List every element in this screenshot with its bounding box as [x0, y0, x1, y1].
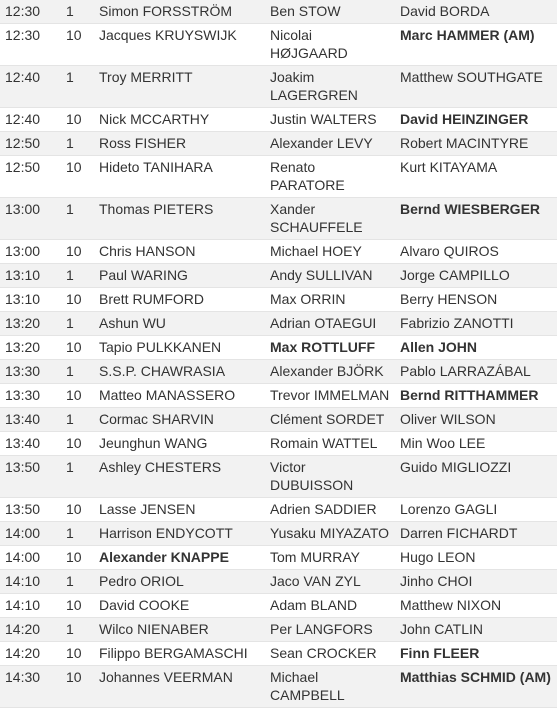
- tee-time-cell: 14:00: [0, 546, 61, 570]
- tee-number-cell: 1: [61, 264, 94, 288]
- table-row: [0, 666, 557, 708]
- tee-time-cell: 13:10: [0, 288, 61, 312]
- player-2-cell: Per LANGFORS: [265, 618, 395, 642]
- table-row: [0, 132, 557, 156]
- player-1-cell: Nick MCCARTHY: [94, 108, 265, 132]
- player-1-cell: Cormac SHARVIN: [94, 408, 265, 432]
- tee-time-cell: 13:50: [0, 456, 61, 498]
- tee-number-cell: 10: [61, 288, 94, 312]
- tee-number-cell: 10: [61, 336, 94, 360]
- tee-number-cell: 10: [61, 384, 94, 408]
- player-3-cell: Jorge CAMPILLO: [395, 264, 557, 288]
- tee-time-cell: 13:20: [0, 336, 61, 360]
- player-2-cell: Adrian OTAEGUI: [265, 312, 395, 336]
- player-3-cell: Lorenzo GAGLI: [395, 498, 557, 522]
- player-3-cell: Darren FICHARDT: [395, 522, 557, 546]
- tee-time-cell: 13:40: [0, 432, 61, 456]
- table-row: [0, 66, 557, 108]
- tee-time-cell: 14:10: [0, 594, 61, 618]
- player-1-cell: Lasse JENSEN: [94, 498, 265, 522]
- table-row: [0, 336, 557, 360]
- tee-number-cell: 1: [61, 198, 94, 240]
- tee-time-cell: 12:30: [0, 24, 61, 66]
- player-3-cell: John CATLIN: [395, 618, 557, 642]
- player-1-cell: Ashley CHESTERS: [94, 456, 265, 498]
- player-1-cell: Paul WARING: [94, 264, 265, 288]
- tee-number-cell: 1: [61, 0, 94, 24]
- tee-number-cell: 1: [61, 456, 94, 498]
- table-row: [0, 288, 557, 312]
- tee-number-cell: 1: [61, 522, 94, 546]
- player-2-cell: Joakim LAGERGREN: [265, 66, 395, 108]
- player-1-cell: Johannes VEERMAN: [94, 666, 265, 708]
- player-3-cell: Hugo LEON: [395, 546, 557, 570]
- tee-number-cell: 10: [61, 642, 94, 666]
- player-1-cell: Wilco NIENABER: [94, 618, 265, 642]
- player-1-cell: Brett RUMFORD: [94, 288, 265, 312]
- tee-time-cell: 13:20: [0, 312, 61, 336]
- player-1-cell: Alexander KNAPPE: [94, 546, 265, 570]
- player-2-cell: Alexander BJÖRK: [265, 360, 395, 384]
- tee-number-cell: 10: [61, 498, 94, 522]
- table-row: [0, 198, 557, 240]
- player-1-cell: Tapio PULKKANEN: [94, 336, 265, 360]
- player-2-cell: Victor DUBUISSON: [265, 456, 395, 498]
- player-2-cell: Andy SULLIVAN: [265, 264, 395, 288]
- player-2-cell: Alexander LEVY: [265, 132, 395, 156]
- table-row: [0, 546, 557, 570]
- table-row: [0, 498, 557, 522]
- player-1-cell: Matteo MANASSERO: [94, 384, 265, 408]
- player-1-cell: Jeunghun WANG: [94, 432, 265, 456]
- table-row: [0, 264, 557, 288]
- tee-number-cell: 1: [61, 570, 94, 594]
- tee-number-cell: 1: [61, 132, 94, 156]
- tee-time-cell: 12:40: [0, 66, 61, 108]
- table-row: [0, 594, 557, 618]
- tee-time-cell: 13:40: [0, 408, 61, 432]
- tee-time-cell: 14:00: [0, 522, 61, 546]
- tee-number-cell: 1: [61, 312, 94, 336]
- player-2-cell: Ben STOW: [265, 0, 395, 24]
- tee-time-cell: 12:50: [0, 156, 61, 198]
- player-3-cell: Jinho CHOI: [395, 570, 557, 594]
- player-1-cell: Simon FORSSTRÖM: [94, 0, 265, 24]
- player-2-cell: Adam BLAND: [265, 594, 395, 618]
- player-1-cell: Jacques KRUYSWIJK: [94, 24, 265, 66]
- player-3-cell: Fabrizio ZANOTTI: [395, 312, 557, 336]
- table-row: [0, 0, 557, 24]
- player-2-cell: Nicolai HØJGAARD: [265, 24, 395, 66]
- table-row: [0, 618, 557, 642]
- player-3-cell: Guido MIGLIOZZI: [395, 456, 557, 498]
- player-2-cell: Romain WATTEL: [265, 432, 395, 456]
- player-1-cell: S.S.P. CHAWRASIA: [94, 360, 265, 384]
- player-3-cell: Robert MACINTYRE: [395, 132, 557, 156]
- player-1-cell: Pedro ORIOL: [94, 570, 265, 594]
- tee-number-cell: 1: [61, 618, 94, 642]
- tee-number-cell: 1: [61, 66, 94, 108]
- tee-time-cell: 14:30: [0, 666, 61, 708]
- table-row: [0, 570, 557, 594]
- player-3-cell: Berry HENSON: [395, 288, 557, 312]
- player-1-cell: Ashun WU: [94, 312, 265, 336]
- tee-time-cell: 13:00: [0, 240, 61, 264]
- player-2-cell: Michael HOEY: [265, 240, 395, 264]
- tee-time-cell: 13:50: [0, 498, 61, 522]
- tee-time-cell: 13:30: [0, 384, 61, 408]
- table-row: [0, 312, 557, 336]
- player-2-cell: Yusaku MIYAZATO: [265, 522, 395, 546]
- player-1-cell: Thomas PIETERS: [94, 198, 265, 240]
- player-3-cell: Finn FLEER: [395, 642, 557, 666]
- player-2-cell: Sean CROCKER: [265, 642, 395, 666]
- tee-time-cell: 14:10: [0, 570, 61, 594]
- player-3-cell: Matthias SCHMID (AM): [395, 666, 557, 708]
- table-row: [0, 24, 557, 66]
- player-2-cell: Max ORRIN: [265, 288, 395, 312]
- tee-number-cell: 1: [61, 360, 94, 384]
- player-2-cell: Adrien SADDIER: [265, 498, 395, 522]
- player-3-cell: Oliver WILSON: [395, 408, 557, 432]
- tee-number-cell: 10: [61, 108, 94, 132]
- table-row: [0, 642, 557, 666]
- table-row: [0, 108, 557, 132]
- player-1-cell: David COOKE: [94, 594, 265, 618]
- tee-time-cell: 12:40: [0, 108, 61, 132]
- player-3-cell: Bernd WIESBERGER: [395, 198, 557, 240]
- player-1-cell: Troy MERRITT: [94, 66, 265, 108]
- player-2-cell: Clément SORDET: [265, 408, 395, 432]
- tee-number-cell: 1: [61, 408, 94, 432]
- player-3-cell: Min Woo LEE: [395, 432, 557, 456]
- tee-number-cell: 10: [61, 240, 94, 264]
- player-3-cell: Matthew NIXON: [395, 594, 557, 618]
- player-1-cell: Chris HANSON: [94, 240, 265, 264]
- table-row: [0, 384, 557, 408]
- tee-time-cell: 13:10: [0, 264, 61, 288]
- tee-time-cell: 12:30: [0, 0, 61, 24]
- player-2-cell: Max ROTTLUFF: [265, 336, 395, 360]
- player-1-cell: Harrison ENDYCOTT: [94, 522, 265, 546]
- table-row: [0, 408, 557, 432]
- tee-number-cell: 10: [61, 432, 94, 456]
- table-row: [0, 240, 557, 264]
- player-2-cell: Justin WALTERS: [265, 108, 395, 132]
- player-2-cell: Trevor IMMELMAN: [265, 384, 395, 408]
- tee-number-cell: 10: [61, 666, 94, 708]
- player-2-cell: Tom MURRAY: [265, 546, 395, 570]
- player-3-cell: Kurt KITAYAMA: [395, 156, 557, 198]
- tee-time-cell: 12:50: [0, 132, 61, 156]
- table-row: [0, 360, 557, 384]
- player-3-cell: Marc HAMMER (AM): [395, 24, 557, 66]
- player-3-cell: David HEINZINGER: [395, 108, 557, 132]
- player-3-cell: Pablo LARRAZÁBAL: [395, 360, 557, 384]
- tee-time-cell: 14:20: [0, 642, 61, 666]
- table-row: [0, 156, 557, 198]
- table-row: [0, 456, 557, 498]
- table-row: [0, 432, 557, 456]
- player-3-cell: Alvaro QUIROS: [395, 240, 557, 264]
- tee-time-cell: 13:00: [0, 198, 61, 240]
- player-3-cell: Matthew SOUTHGATE: [395, 66, 557, 108]
- player-3-cell: David BORDA: [395, 0, 557, 24]
- tee-time-cell: 14:20: [0, 618, 61, 642]
- tee-number-cell: 10: [61, 156, 94, 198]
- player-3-cell: Bernd RITTHAMMER: [395, 384, 557, 408]
- tee-time-cell: 13:30: [0, 360, 61, 384]
- player-2-cell: Jaco VAN ZYL: [265, 570, 395, 594]
- player-2-cell: Michael CAMPBELL: [265, 666, 395, 708]
- player-1-cell: Filippo BERGAMASCHI: [94, 642, 265, 666]
- player-1-cell: Ross FISHER: [94, 132, 265, 156]
- player-3-cell: Allen JOHN: [395, 336, 557, 360]
- tee-number-cell: 10: [61, 546, 94, 570]
- player-2-cell: Xander SCHAUFFELE: [265, 198, 395, 240]
- tee-number-cell: 10: [61, 24, 94, 66]
- player-2-cell: Renato PARATORE: [265, 156, 395, 198]
- table-row: [0, 522, 557, 546]
- player-1-cell: Hideto TANIHARA: [94, 156, 265, 198]
- tee-number-cell: 10: [61, 594, 94, 618]
